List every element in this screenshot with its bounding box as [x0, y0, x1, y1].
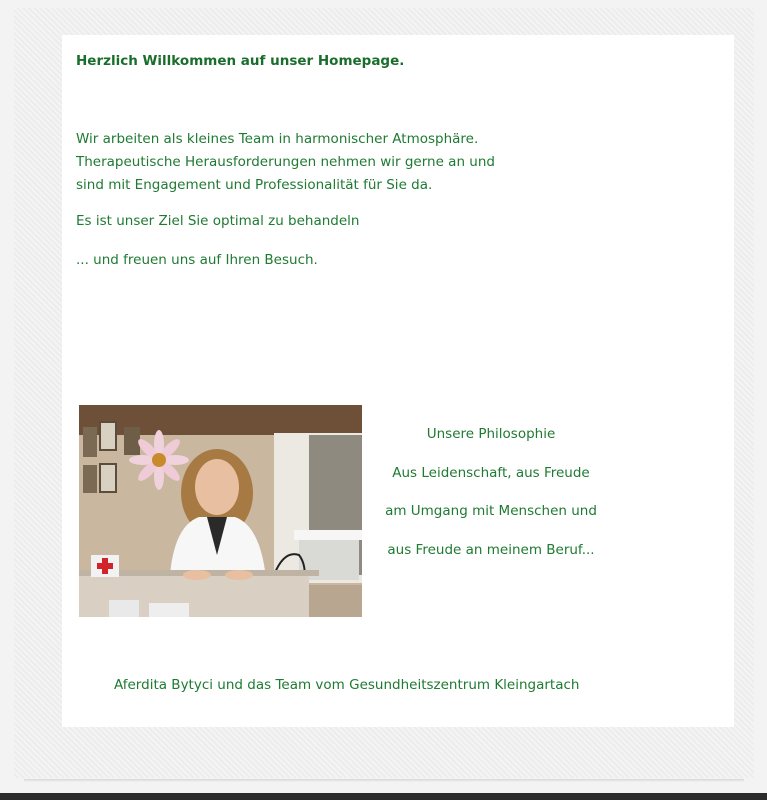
page-shadow: [24, 779, 744, 782]
signature-text: Aferdita Bytyci und das Team vom Gesundheitszentrum Kleingartach: [114, 677, 580, 693]
intro-line: Wir arbeiten als kleines Team in harmonischer Atmosphäre.: [76, 131, 479, 147]
philosophy-line: Aus Leidenschaft, aus Freude: [392, 465, 590, 481]
intro-paragraph: [76, 128, 536, 197]
philosophy-title: Unsere Philosophie: [426, 426, 556, 442]
goal-text: Es ist unser Ziel Sie optimal zu behandeln: [76, 213, 360, 229]
intro-line: sind mit Engagement und Professionalität für Sie da.: [76, 177, 433, 193]
welcome-heading: Herzlich Willkommen auf unser Homepage.: [76, 53, 405, 69]
team-photo: [79, 405, 362, 617]
page-background: [14, 8, 754, 778]
content-card: [62, 35, 734, 727]
team-photo-illustration: [79, 405, 362, 617]
philosophy-line: am Umgang mit Menschen und: [385, 503, 597, 519]
intro-line: Therapeutische Herausforderungen nehmen wir gerne an und: [76, 154, 495, 170]
bottom-bar: [0, 793, 767, 800]
visit-text: ... und freuen uns auf Ihren Besuch.: [76, 252, 318, 268]
philosophy-line: aus Freude an meinem Beruf...: [387, 542, 595, 558]
